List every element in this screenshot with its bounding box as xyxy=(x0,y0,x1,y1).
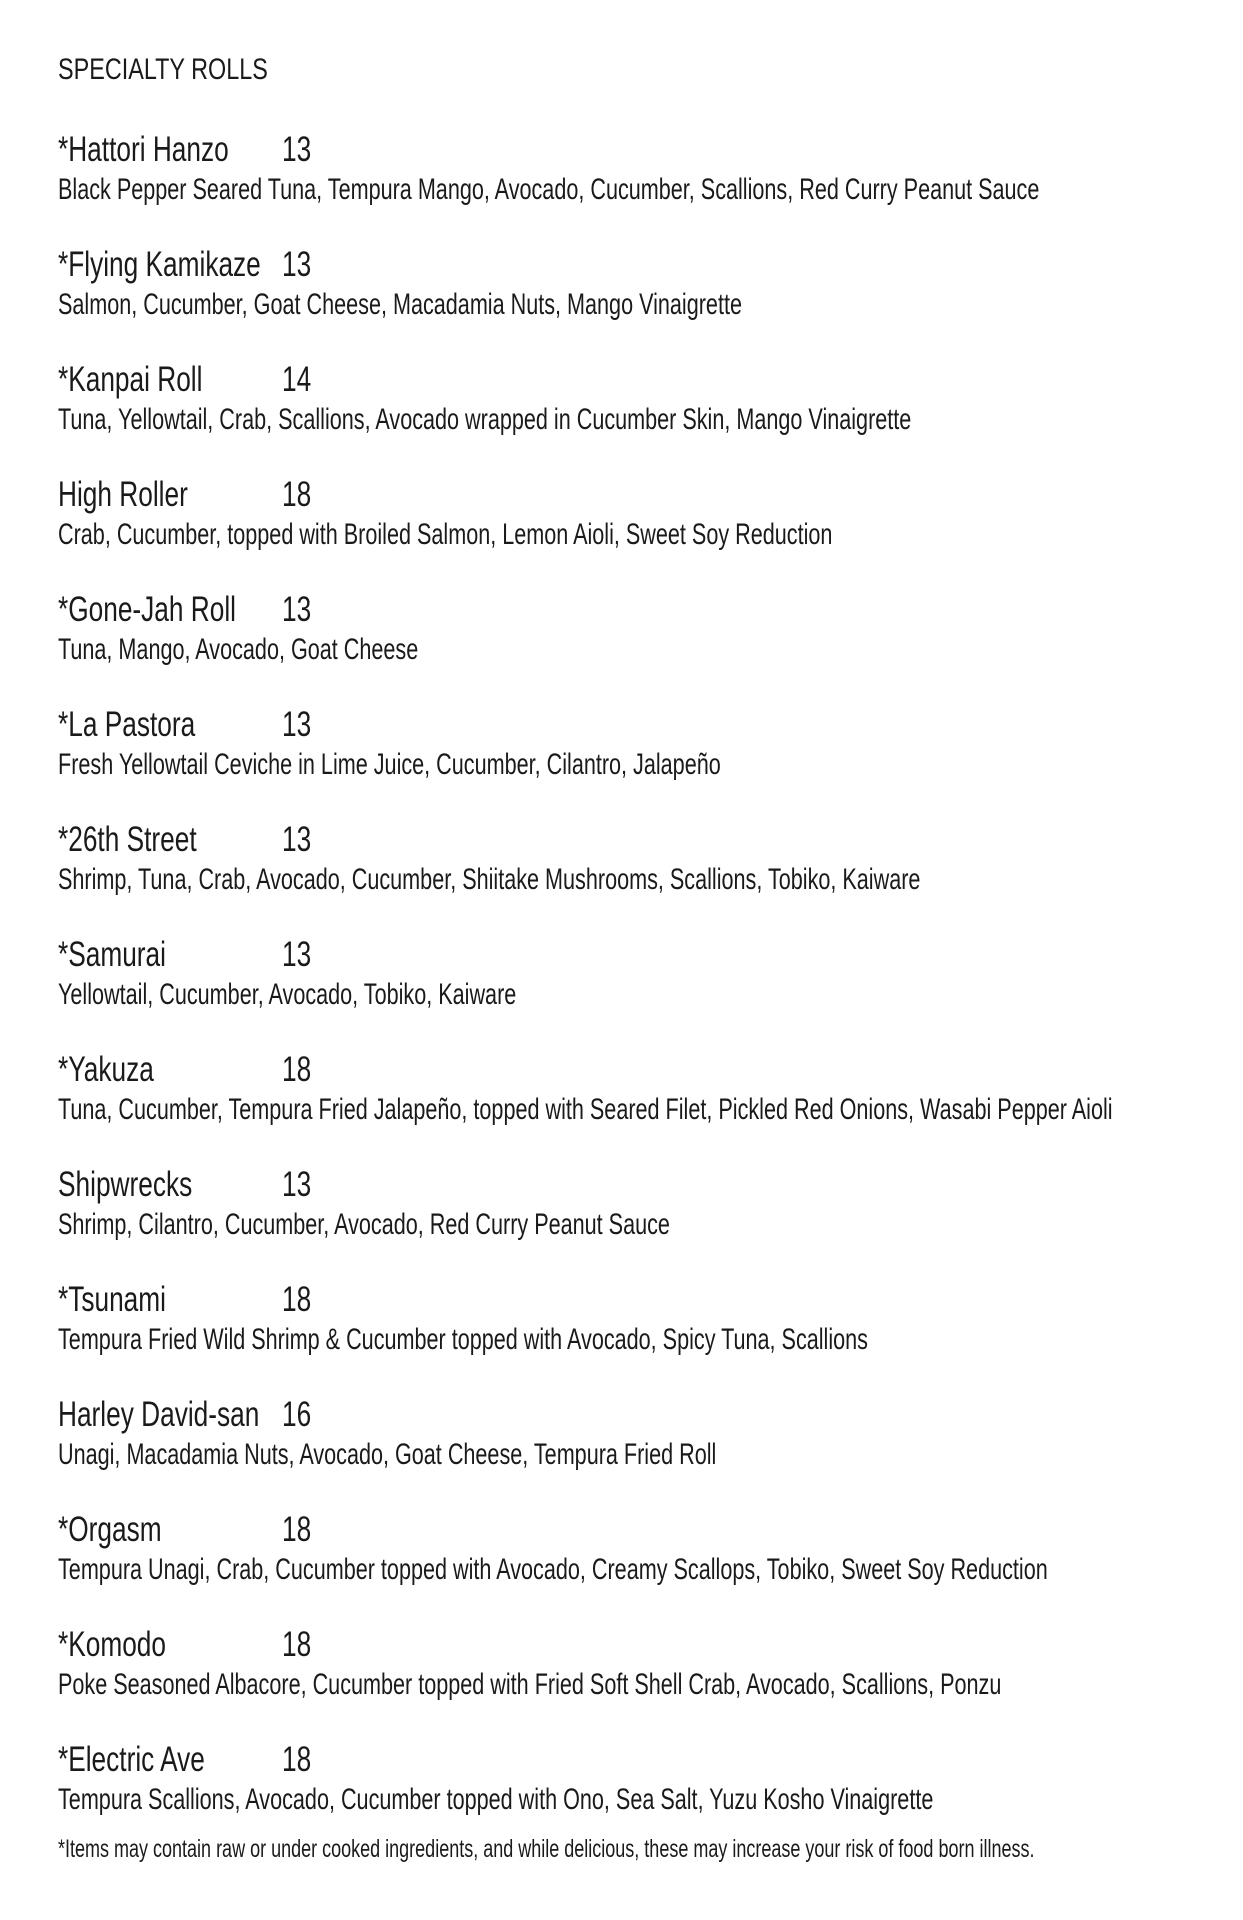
menu-item-name: *Kanpai Roll xyxy=(58,360,203,399)
menu-item xyxy=(58,1393,1208,1508)
menu-item-description: Poke Seasoned Albacore, Cucumber topped with Fried Soft Shell Crab, Avocado, Scallions, Ponzu xyxy=(58,1668,1002,1701)
menu-item-header xyxy=(58,1623,1208,1667)
menu-item-header xyxy=(58,1393,1208,1437)
menu-items-list xyxy=(58,128,1208,1853)
menu-item-name: *Yakuza xyxy=(58,1050,154,1089)
specialty-rolls-menu xyxy=(58,50,1208,1853)
menu-item-price: 13 xyxy=(282,820,312,859)
menu-item-description: Unagi, Macadamia Nuts, Avocado, Goat Cheese, Tempura Fried Roll xyxy=(58,1438,717,1471)
menu-item-description: Salmon, Cucumber, Goat Cheese, Macadamia Nuts, Mango Vinaigrette xyxy=(58,288,742,321)
menu-item-name: Shipwrecks xyxy=(58,1165,193,1204)
menu-item-header xyxy=(58,588,1208,632)
menu-item xyxy=(58,818,1208,933)
menu-item-name: *Samurai xyxy=(58,935,166,974)
menu-item-description: Tempura Scallions, Avocado, Cucumber topped with Ono, Sea Salt, Yuzu Kosho Vinaigrette xyxy=(58,1783,934,1816)
menu-item xyxy=(58,1278,1208,1393)
menu-item-header xyxy=(58,818,1208,862)
menu-item-header xyxy=(58,1738,1208,1782)
menu-item xyxy=(58,1508,1208,1623)
menu-item-header xyxy=(58,1048,1208,1092)
menu-item-description: Shrimp, Cilantro, Cucumber, Avocado, Red Curry Peanut Sauce xyxy=(58,1208,670,1241)
menu-item-description: Yellowtail, Cucumber, Avocado, Tobiko, Kaiware xyxy=(58,978,517,1011)
menu-item-name: *Orgasm xyxy=(58,1510,162,1549)
menu-item-name: *Electric Ave xyxy=(58,1740,205,1779)
menu-item-name: *Tsunami xyxy=(58,1280,166,1319)
menu-item-price: 18 xyxy=(282,475,312,514)
menu-item-header xyxy=(58,128,1208,172)
menu-item xyxy=(58,473,1208,588)
menu-item-price: 18 xyxy=(282,1625,312,1664)
menu-item-header xyxy=(58,1163,1208,1207)
menu-item xyxy=(58,128,1208,243)
menu-item-name: *Flying Kamikaze xyxy=(58,245,261,284)
menu-item-price: 13 xyxy=(282,130,312,169)
menu-item-price: 13 xyxy=(282,935,312,974)
menu-item-price: 18 xyxy=(282,1050,312,1089)
menu-item-description: Black Pepper Seared Tuna, Tempura Mango, Avocado, Cucumber, Scallions, Red Curry Peanut Sauce xyxy=(58,173,1040,206)
menu-item-description: Fresh Yellowtail Ceviche in Lime Juice, Cucumber, Cilantro, Jalapeño xyxy=(58,748,721,781)
menu-item-header xyxy=(58,703,1208,747)
menu-item-description: Tempura Fried Wild Shrimp & Cucumber topped with Avocado, Spicy Tuna, Scallions xyxy=(58,1323,868,1356)
menu-item-price: 18 xyxy=(282,1740,312,1779)
menu-item xyxy=(58,703,1208,818)
menu-item-description: Tuna, Mango, Avocado, Goat Cheese xyxy=(58,633,419,666)
raw-food-footnote: *Items may contain raw or under cooked ingredients, and while delicious, these may increase your risk of food born illness. xyxy=(58,1835,1035,1863)
menu-item xyxy=(58,358,1208,473)
menu-item xyxy=(58,1623,1208,1738)
menu-item-name: *Hattori Hanzo xyxy=(58,130,229,169)
menu-item-header xyxy=(58,358,1208,402)
menu-item xyxy=(58,588,1208,703)
menu-item xyxy=(58,243,1208,358)
menu-item-description: Tempura Unagi, Crab, Cucumber topped with Avocado, Creamy Scallops, Tobiko, Sweet Soy Reduction xyxy=(58,1553,1048,1586)
menu-item-name: *La Pastora xyxy=(58,705,196,744)
menu-item-price: 16 xyxy=(282,1395,312,1434)
menu-item-price: 13 xyxy=(282,1165,312,1204)
menu-item xyxy=(58,1163,1208,1278)
menu-item-header xyxy=(58,243,1208,287)
menu-item-name: *Komodo xyxy=(58,1625,166,1664)
menu-item-price: 18 xyxy=(282,1510,312,1549)
menu-item-price: 13 xyxy=(282,245,312,284)
menu-item-name: *26th Street xyxy=(58,820,197,859)
menu-item-description: Crab, Cucumber, topped with Broiled Salmon, Lemon Aioli, Sweet Soy Reduction xyxy=(58,518,833,551)
menu-item xyxy=(58,933,1208,1048)
menu-item-header xyxy=(58,473,1208,517)
menu-item-description: Shrimp, Tuna, Crab, Avocado, Cucumber, Shiitake Mushrooms, Scallions, Tobiko, Kaiware xyxy=(58,863,921,896)
menu-item-header xyxy=(58,1508,1208,1552)
menu-item-price: 13 xyxy=(282,705,312,744)
menu-item-name: *Gone-Jah Roll xyxy=(58,590,237,629)
menu-item-header xyxy=(58,1278,1208,1322)
menu-item-price: 13 xyxy=(282,590,312,629)
menu-item-name: High Roller xyxy=(58,475,188,514)
section-title: SPECIALTY ROLLS xyxy=(58,53,268,86)
menu-item-name: Harley David-san xyxy=(58,1395,260,1434)
menu-item-header xyxy=(58,933,1208,977)
menu-item-description: Tuna, Yellowtail, Crab, Scallions, Avocado wrapped in Cucumber Skin, Mango Vinaigrette xyxy=(58,403,912,436)
menu-item xyxy=(58,1048,1208,1163)
menu-item-price: 18 xyxy=(282,1280,312,1319)
menu-item-description: Tuna, Cucumber, Tempura Fried Jalapeño, topped with Seared Filet, Pickled Red Onions, Wasabi Pepper Aioli xyxy=(58,1093,1113,1126)
menu-item-price: 14 xyxy=(282,360,312,399)
